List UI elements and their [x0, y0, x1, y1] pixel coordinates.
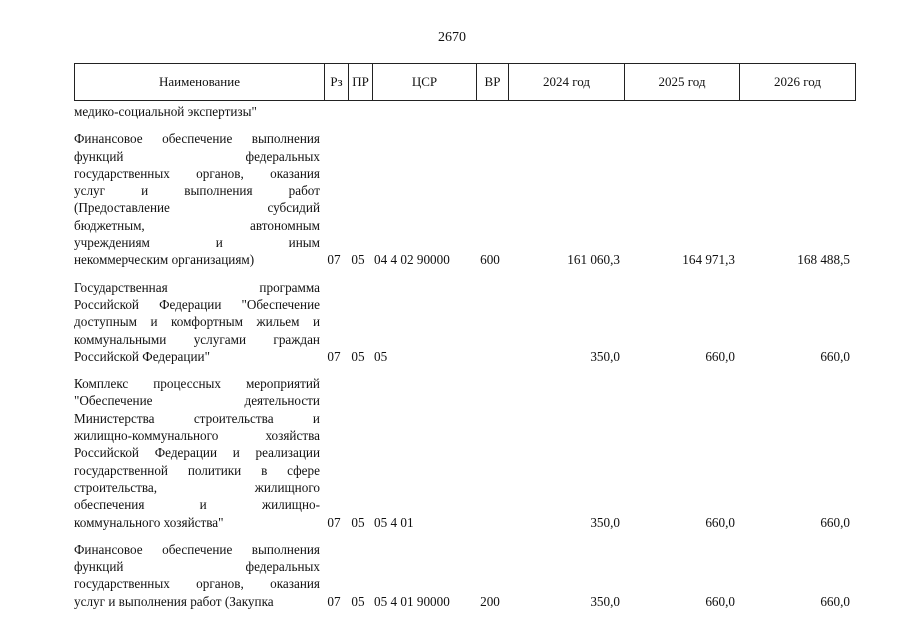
row-vr: 600 — [480, 252, 500, 268]
row-name-line: Комплекс процессных мероприятий — [74, 376, 320, 392]
row-pr: 05 — [351, 252, 365, 268]
header-2026: 2026 год — [774, 74, 821, 89]
row-name-line: Российской Федерации" — [74, 348, 210, 364]
row-name-line: услуг и выполнения работ — [74, 183, 320, 199]
row-value-2025: 660,0 — [705, 348, 735, 364]
row-rz: 07 — [327, 252, 341, 268]
row-name-line: коммунальными услугами граждан — [74, 331, 320, 347]
row-name — [74, 279, 322, 365]
row-rz: 07 — [327, 348, 341, 364]
row-name-line: коммунального хозяйства" — [74, 514, 224, 530]
header-pr: ПР — [349, 64, 373, 100]
row-name-line: доступным и комфортным жильем и — [74, 314, 320, 330]
header-csr: ЦСР — [373, 64, 477, 100]
row-csr: 05 4 01 — [374, 514, 414, 530]
row-name-line: жилищно-коммунального хозяйства — [74, 428, 320, 444]
row-value-2025: 660,0 — [705, 593, 735, 609]
row-name-line: государственных органов, оказания — [74, 165, 320, 181]
row-value-2026: 660,0 — [820, 593, 850, 609]
row-name-line: Министерства строительства и — [74, 410, 320, 426]
row-name — [74, 541, 322, 610]
row-name-line: "Обеспечение деятельности — [74, 393, 320, 409]
row-value-2025: 164 971,3 — [682, 252, 735, 268]
page-number: 2670 — [438, 30, 466, 45]
row-name-line: Российской Федерации "Обеспечение — [74, 296, 320, 312]
row-name-line: Государственная программа — [74, 279, 320, 295]
row-csr: 05 — [374, 348, 388, 364]
row-value-2024: 161 060,3 — [567, 252, 620, 268]
row-pr: 05 — [351, 348, 365, 364]
row-rz: 07 — [327, 593, 341, 609]
row-name-line: государственных органов, оказания — [74, 576, 320, 592]
table-row — [74, 541, 852, 610]
row-name-line: Финансовое обеспечение выполнения — [74, 131, 320, 147]
row-name-line: (Предоставление субсидий — [74, 200, 320, 216]
row-value-2025: 660,0 — [705, 514, 735, 530]
header-name: Наименование — [75, 64, 325, 100]
row-name-line: строительства, жилищного — [74, 479, 320, 495]
table-body — [74, 103, 852, 610]
table-row — [74, 279, 852, 365]
row-name-line: обеспечения и жилищно- — [74, 497, 320, 513]
row-name-line: бюджетным, автономным — [74, 217, 320, 233]
header-rz: Рз — [325, 64, 349, 100]
row-pr: 05 — [351, 593, 365, 609]
row-pr: 05 — [351, 514, 365, 530]
row-value-2024: 350,0 — [590, 514, 620, 530]
row-name-line: государственной политики в сфере — [74, 462, 320, 478]
row-value-2026: 168 488,5 — [797, 252, 850, 268]
row-csr: 05 4 01 90000 — [374, 593, 450, 609]
table-header — [74, 63, 856, 101]
header-2024: 2024 год — [509, 64, 625, 100]
row-name-line: функций федеральных — [74, 559, 320, 575]
row-name-line: Финансовое обеспечение выполнения — [74, 541, 320, 557]
row-name — [74, 375, 322, 531]
row-name-line: учреждениям и иным — [74, 235, 320, 251]
row-name — [74, 130, 322, 268]
table-row — [74, 375, 852, 531]
row-name — [74, 103, 322, 120]
row-name-line: медико-социальной экспертизы" — [74, 104, 257, 119]
row-name-line: услуг и выполнения работ (Закупка — [74, 593, 274, 609]
row-rz: 07 — [327, 514, 341, 530]
row-name-line: функций федеральных — [74, 148, 320, 164]
row-value-2026: 660,0 — [820, 348, 850, 364]
row-name-line: некоммерческим организациям) — [74, 252, 255, 268]
table-row — [74, 130, 852, 268]
header-2025: 2025 год — [625, 64, 740, 100]
row-value-2026: 660,0 — [820, 514, 850, 530]
row-name-line: Российской Федерации и реализации — [74, 445, 320, 461]
row-value-2024: 350,0 — [590, 348, 620, 364]
row-vr: 200 — [480, 593, 500, 609]
table-row — [74, 103, 852, 120]
row-csr: 04 4 02 90000 — [374, 252, 450, 268]
row-value-2024: 350,0 — [590, 593, 620, 609]
header-vr: ВР — [477, 64, 509, 100]
